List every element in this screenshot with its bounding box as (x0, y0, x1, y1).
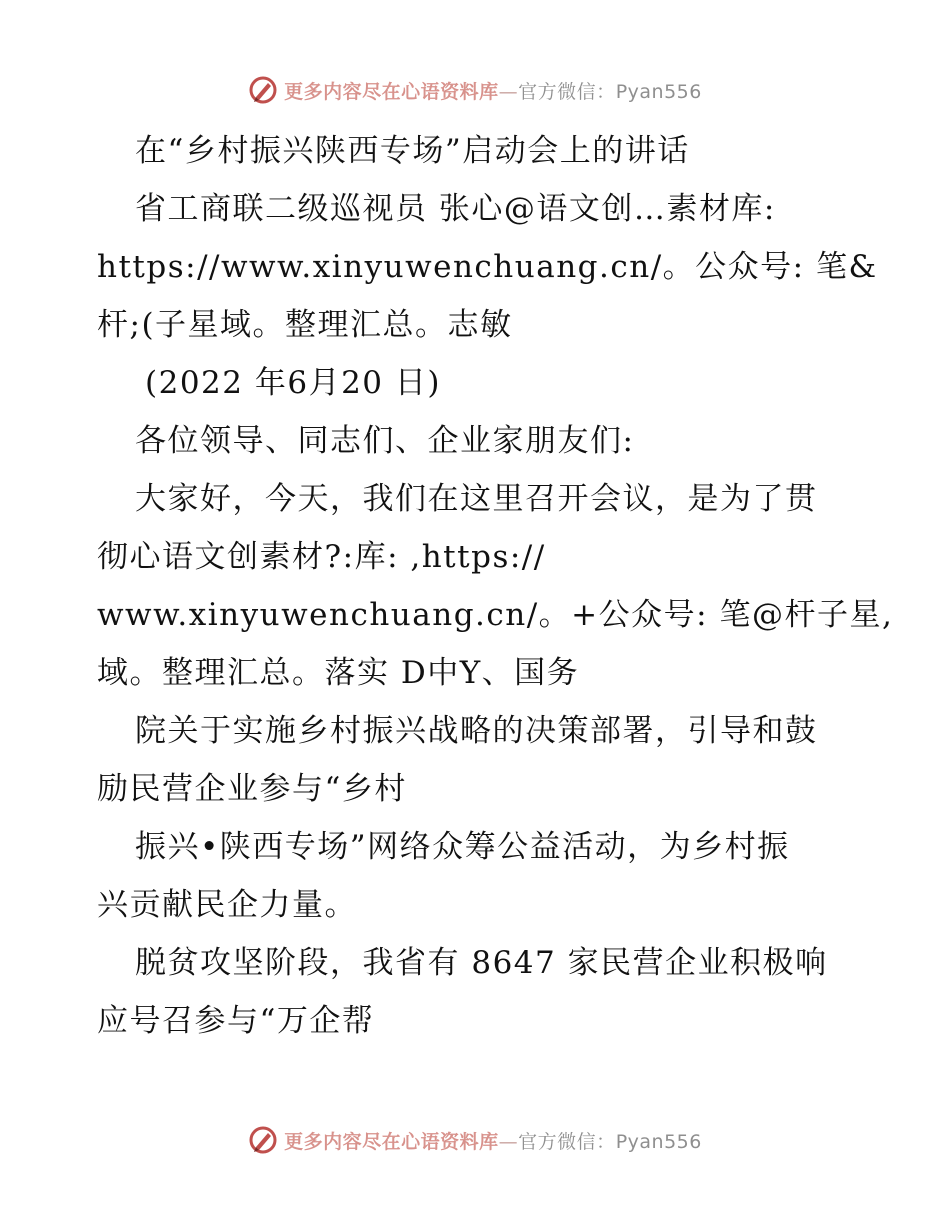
text-line: 杆;(子星域。整理汇总。志敏 (97, 307, 513, 343)
footer-watermark (0, 1120, 950, 1160)
text-line: 彻心语文创素材?:库: ,https:// (97, 539, 546, 575)
watermark-label: 官方微信： (518, 1130, 616, 1153)
text-line: 应号召参与“万企帮 (97, 1003, 375, 1039)
watermark-brand: 更多内容尽在心语资料库 (284, 80, 499, 103)
text-line: www.xinyuwenchuang.cn/。+公众号: 笔@杆子星, (97, 597, 894, 633)
salutation-line: 各位领导、同志们、企业家朋友们: (135, 423, 635, 459)
text-line: 域。整理汇总。落实 D中Y、国务 (97, 655, 580, 691)
text-line: 兴贡献民企力量。 (97, 887, 357, 923)
text-line: 励民营企业参与“乡村 (97, 771, 407, 807)
speaker-line: 省工商联二级巡视员 张心@语文创…素材库: (135, 191, 776, 227)
watermark-label: 官方微信： (518, 80, 616, 103)
text-line: 脱贫攻坚阶段，我省有 8647 家民营企业积极响 (135, 945, 828, 981)
watermark-wechat-id: Pyan556 (615, 1130, 702, 1153)
watermark-dash: — (498, 80, 519, 103)
text-line: https://www.xinyuwenchuang.cn/。公众号: 笔& (97, 249, 878, 285)
text-line: 院关于实施乡村振兴战略的决策部署，引导和鼓 (135, 713, 818, 749)
document-title: 在“乡村振兴陕西专场”启动会上的讲话 (135, 133, 690, 169)
date-line: (2022 年6月20 日) (145, 365, 441, 401)
pen-logo-icon (248, 1125, 278, 1155)
text-line: 大家好，今天，我们在这里召开会议，是为了贯 (135, 481, 818, 517)
document-body (97, 122, 894, 1050)
watermark-wechat-id: Pyan556 (615, 80, 702, 103)
watermark-brand: 更多内容尽在心语资料库 (284, 1130, 499, 1153)
watermark-dash: — (498, 1130, 519, 1153)
pen-logo-icon (248, 75, 278, 105)
text-line: 振兴•陕西专场”网络众筹公益活动，为乡村振 (135, 829, 790, 865)
header-watermark (0, 70, 950, 110)
